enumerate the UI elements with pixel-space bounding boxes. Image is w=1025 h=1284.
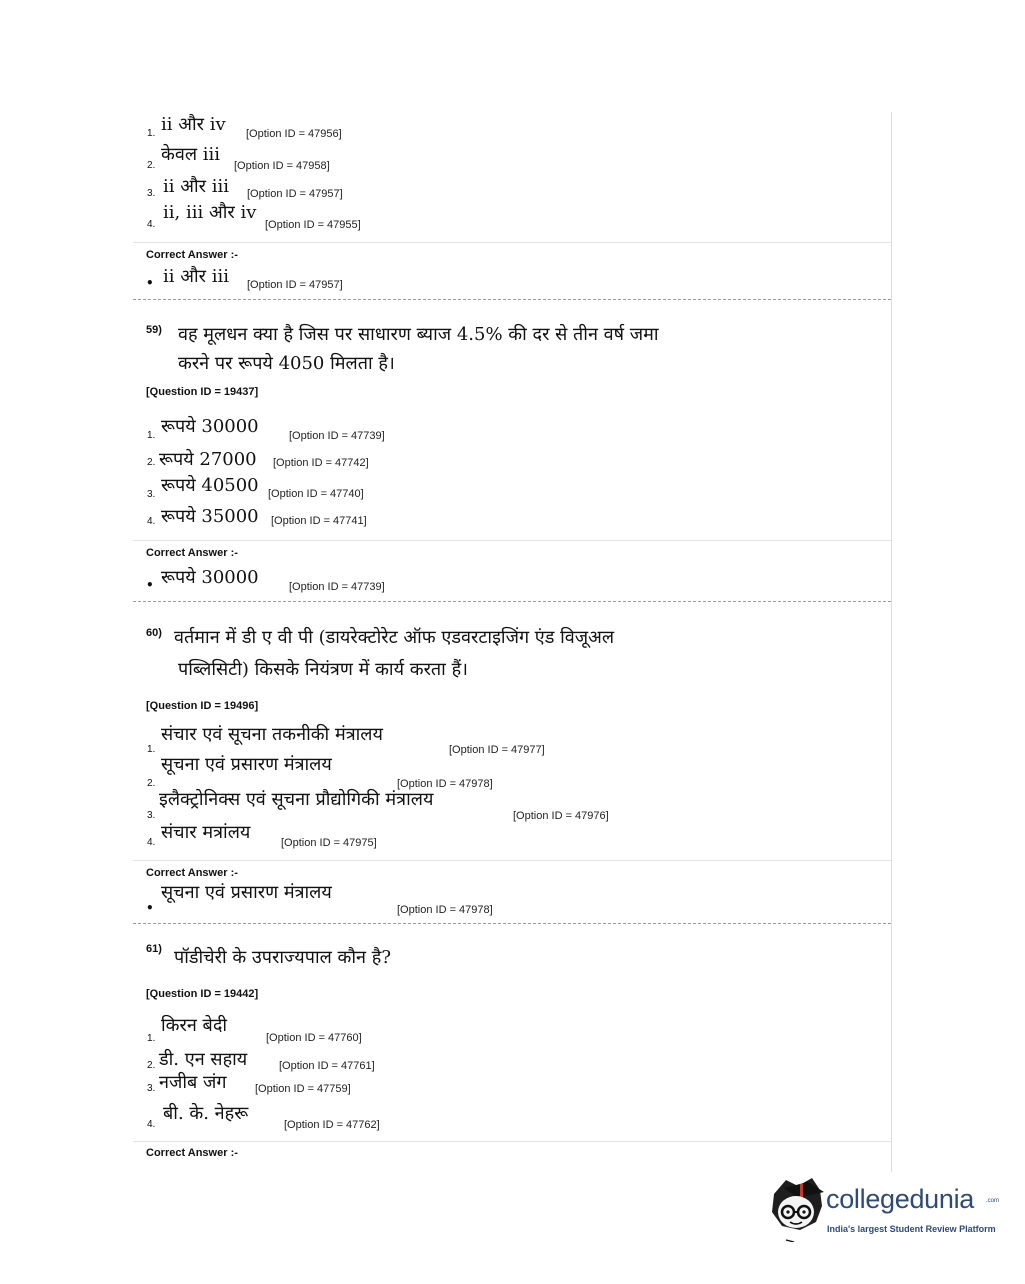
question-text-line-2: करने पर रूपये 4050 मिलता है। [178,353,395,374]
logo-suffix: .com [986,1198,1000,1204]
question-divider [133,923,891,924]
option-text: केवल iii [161,144,221,165]
correct-answer-text: रूपये 30000 [161,567,259,588]
correct-answer-option-id: [Option ID = 47739] [289,581,385,593]
option-id: [Option ID = 47958] [234,160,330,172]
question-id: [Question ID = 19496] [146,700,259,712]
option-number: 4. [147,219,156,230]
correct-answer-label: Correct Answer :- [146,547,238,559]
option-number: 4. [147,837,156,848]
option-text: रूपये 30000 [161,416,259,437]
option-id: [Option ID = 47740] [268,488,364,500]
divider [133,1141,891,1142]
option-id: [Option ID = 47760] [266,1032,362,1044]
option-number: 4. [147,516,156,527]
option-number: 1. [147,744,156,755]
question-divider [133,601,891,602]
logo-wordmark: collegedunia [826,1184,975,1214]
option-id: [Option ID = 47957] [247,188,343,200]
option-id: [Option ID = 47955] [265,219,361,231]
option-id: [Option ID = 47741] [271,515,367,527]
option-number: 2. [147,1060,156,1071]
bullet: • [146,276,154,290]
option-id: [Option ID = 47761] [279,1060,375,1072]
bullet: • [146,901,154,915]
option-text: इलैक्ट्रोनिक्स एवं सूचना प्रौद्योगिकी मंत्रालय [159,789,434,810]
question-text-line-1: वर्तमान में डी ए वी पी (डायरेक्टोरेट ऑफ एडवरटाइजिंग एंड विजूअल [174,627,615,648]
question-text-line-2: पब्लिसिटी) किसके नियंत्रण में कार्य करता हैं। [178,659,468,680]
correct-answer-label: Correct Answer :- [146,867,238,879]
correct-answer-label: Correct Answer :- [146,249,238,261]
option-id: [Option ID = 47742] [273,457,369,469]
mascot-icon [768,1176,826,1242]
question-number: 60) [146,627,162,639]
option-number: 2. [147,778,156,789]
question-text-line-1: वह मूलधन क्या है जिस पर साधारण ब्याज 4.5% की दर से तीन वर्ष जमा [178,324,659,345]
option-text: डी. एन सहाय [159,1049,248,1070]
option-number: 3. [147,810,156,821]
option-text: ii और iv [161,114,226,135]
collegedunia-logo[interactable] [768,1176,998,1246]
correct-answer-text: सूचना एवं प्रसारण मंत्रालय [161,882,332,903]
divider [133,540,891,541]
option-id: [Option ID = 47759] [255,1083,351,1095]
divider [133,860,891,861]
question-id: [Question ID = 19437] [146,386,259,398]
option-id: [Option ID = 47978] [397,778,493,790]
divider [133,242,891,243]
option-number: 2. [147,160,156,171]
correct-answer-label: Correct Answer :- [146,1147,238,1159]
option-text: ii और iii [163,176,230,197]
exam-page [133,112,892,1172]
option-id: [Option ID = 47975] [281,837,377,849]
option-text: रूपये 35000 [161,506,259,527]
question-text-line-1: पॉडीचेरी के उपराज्यपाल कौन है? [174,947,391,968]
option-id: [Option ID = 47762] [284,1119,380,1131]
correct-answer-option-id: [Option ID = 47957] [247,279,343,291]
question-id: [Question ID = 19442] [146,988,259,1000]
option-number: 2. [147,457,156,468]
question-divider [133,299,891,300]
option-number: 3. [147,1083,156,1094]
correct-answer-option-id: [Option ID = 47978] [397,904,493,916]
logo-tagline: India's largest Student Review Platform [827,1224,996,1234]
option-text: संचार एवं सूचना तकनीकी मंत्रालय [161,724,383,745]
option-number: 3. [147,188,156,199]
option-number: 3. [147,489,156,500]
option-id: [Option ID = 47976] [513,810,609,822]
option-text: नजीब जंग [159,1072,227,1093]
question-number: 59) [146,324,162,336]
option-number: 1. [147,1033,156,1044]
question-number: 61) [146,943,162,955]
option-text: रूपये 40500 [161,475,259,496]
option-id: [Option ID = 47956] [246,128,342,140]
option-text: संचार मत्रांलय [161,822,251,843]
option-text: बी. के. नेहरू [163,1103,249,1124]
option-text: सूचना एवं प्रसारण मंत्रालय [161,754,332,775]
option-text: रूपये 27000 [159,449,257,470]
bullet: • [146,578,154,592]
option-text: किरन बेदी [161,1015,228,1036]
option-text: ii, iii और iv [163,202,257,223]
correct-answer-text: ii और iii [163,266,230,287]
option-id: [Option ID = 47739] [289,430,385,442]
option-id: [Option ID = 47977] [449,744,545,756]
option-number: 1. [147,430,156,441]
option-number: 4. [147,1119,156,1130]
option-number: 1. [147,128,156,139]
